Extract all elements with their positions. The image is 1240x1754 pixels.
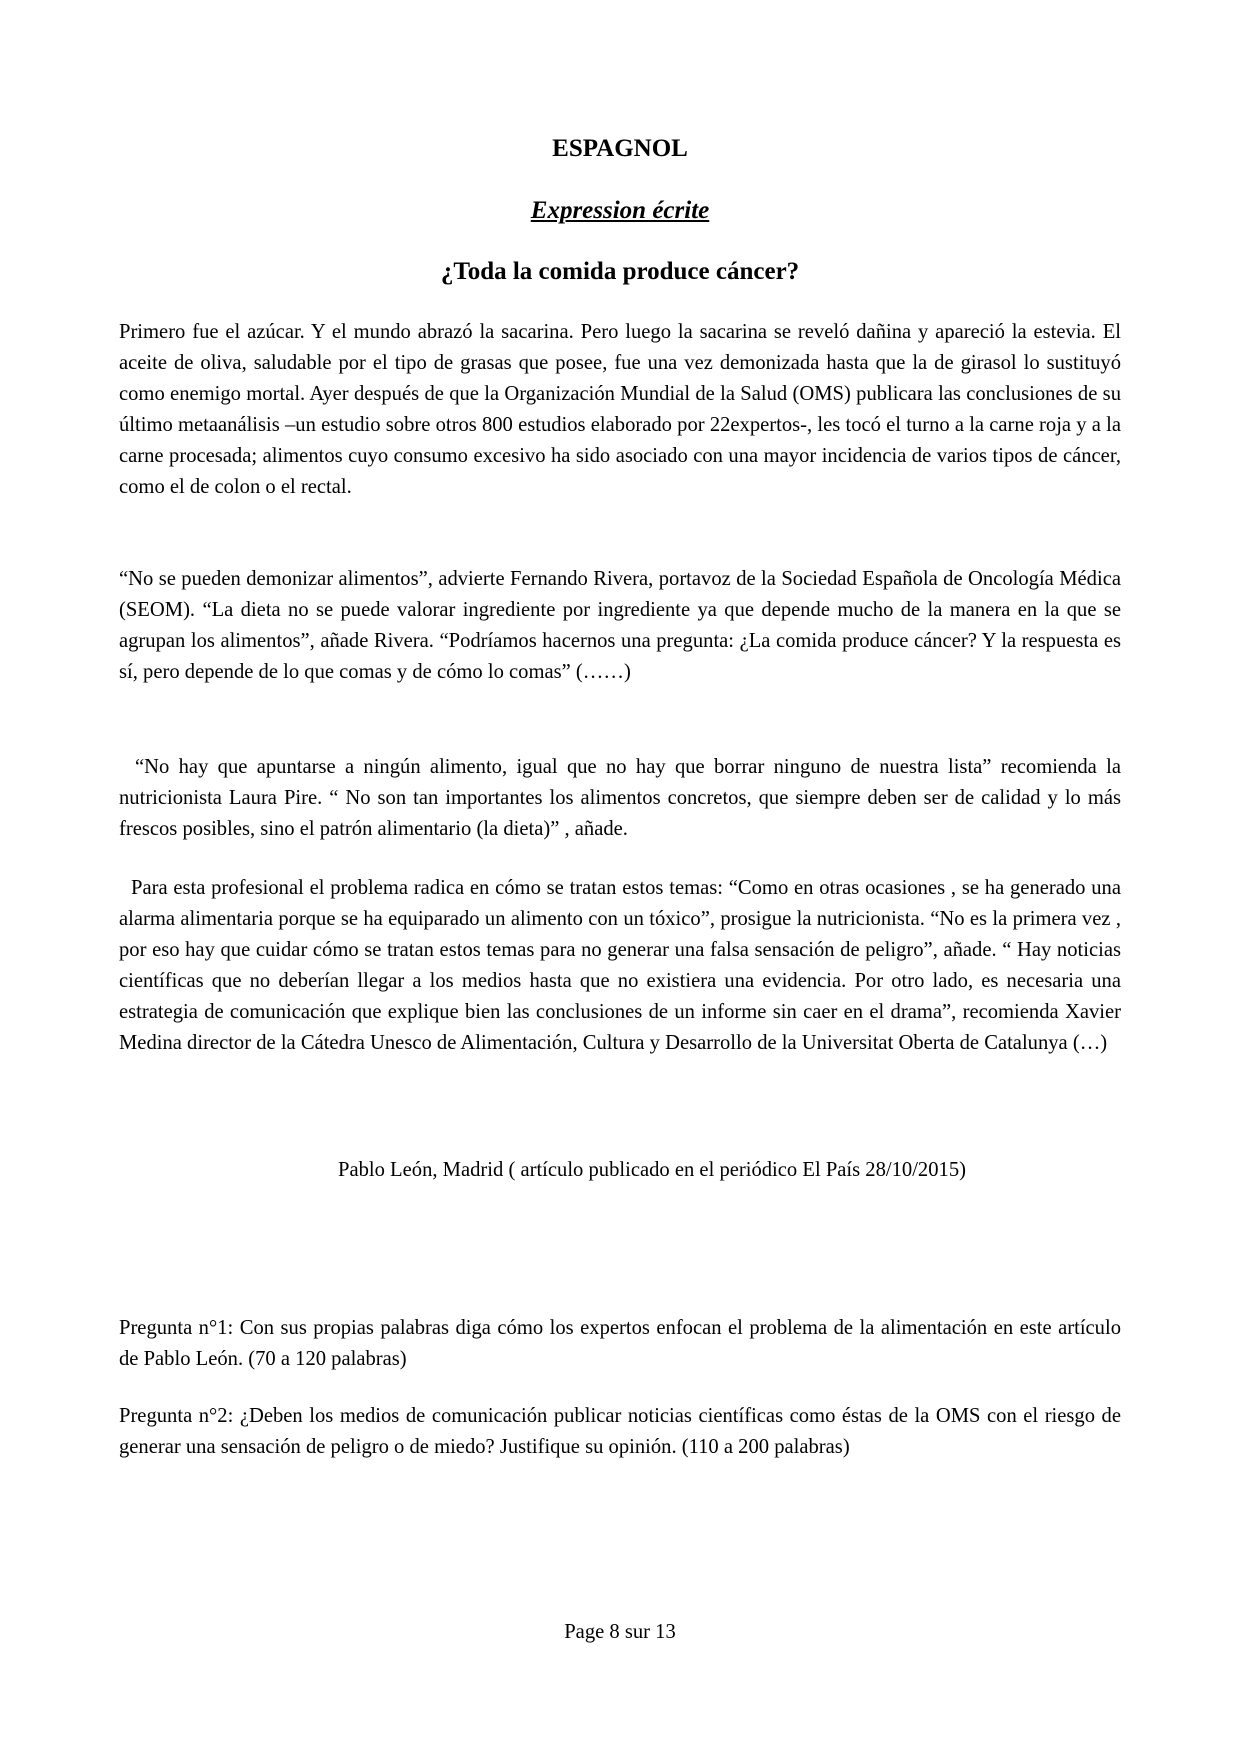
question-2: Pregunta n°2: ¿Deben los medios de comunicación publicar noticias científicas como éstas de la OMS con el riesgo de generar una sensación de peligro o de miedo? Justifique su opinión. (110 a 200 palabras) [119, 1405, 1121, 1458]
article-title: ¿Toda la comida produce cáncer? [440, 258, 800, 285]
article-paragraph-1: Primero fue el azúcar. Y el mundo abrazó la sacarina. Pero luego la sacarina se reveló dañina y apareció la estevia. El aceite de oliva, saludable por el tipo de grasas que posee, fue una vez demonizada hasta que la de girasol lo sustituyó como enemigo mortal. Ayer después de que la Organización Mundial de la Salud (OMS) publicara las conclusiones de su último metaanálisis –un estudio sobre otros 800 estudios elaborado por 22expertos-, les tocó el turno a la carne roja y a la carne procesada; alimentos cuyo consumo excesivo ha sido asociado con una mayor incidencia de varios tipos de cáncer, como el de colon o el rectal. [119, 321, 1121, 498]
article-paragraph-2: “No se pueden demonizar alimentos”, advierte Fernando Rivera, portavoz de la Sociedad Española de Oncología Médica (SEOM). “La dieta no se puede valorar ingrediente por ingrediente ya que depende mucho de la manera en la que se agrupan los alimentos”, añade Rivera. “Podríamos hacernos una pregunta: ¿La comida produce cáncer? Y la respuesta es sí, pero depende de lo que comas y de cómo lo comas” (……) [119, 568, 1121, 683]
article-paragraph-4: Para esta profesional el problema radica en cómo se tratan estos temas: “Como en otras ocasiones , se ha generado una alarma alimentaria porque se ha equiparado un alimento con un tóxico”, prosigue la nutricionista. “No es la primera vez , por eso hay que cuidar cómo se tratan estos temas para no generar una falsa sensación de peligro”, añade. “ Hay noticias científicas que no deberían llegar a los medios hasta que no existiera una evidencia. Por otro lado, es necesaria una estrategia de comunicación que explique bien las conclusiones de un informe sin caer en el drama”, recomienda Xavier Medina director de la Cátedra Unesco de Alimentación, Cultura y Desarrollo de la Universitat Oberta de Catalunya (…) [119, 877, 1121, 1054]
page-number: Page 8 sur 13 [564, 1621, 676, 1643]
question-1: Pregunta n°1: Con sus propias palabras diga cómo los expertos enfocan el problema de la alimentación en este artículo de Pablo León. (70 a 120 palabras) [119, 1317, 1121, 1370]
article-source: Pablo León, Madrid ( artículo publicado en el periódico El País 28/10/2015) [338, 1159, 966, 1181]
article-paragraph-3: “No hay que apuntarse a ningún alimento, igual que no hay que borrar ninguno de nuestra lista” recomienda la nutricionista Laura Pire. “ No son tan importantes los alimentos concretos, que siempre deben ser de calidad y lo más frescos posibles, sino el patrón alimentario (la dieta)” , añade. [119, 756, 1121, 840]
subject-heading: ESPAGNOL [552, 135, 688, 162]
section-heading: Expression écrite [530, 197, 710, 224]
